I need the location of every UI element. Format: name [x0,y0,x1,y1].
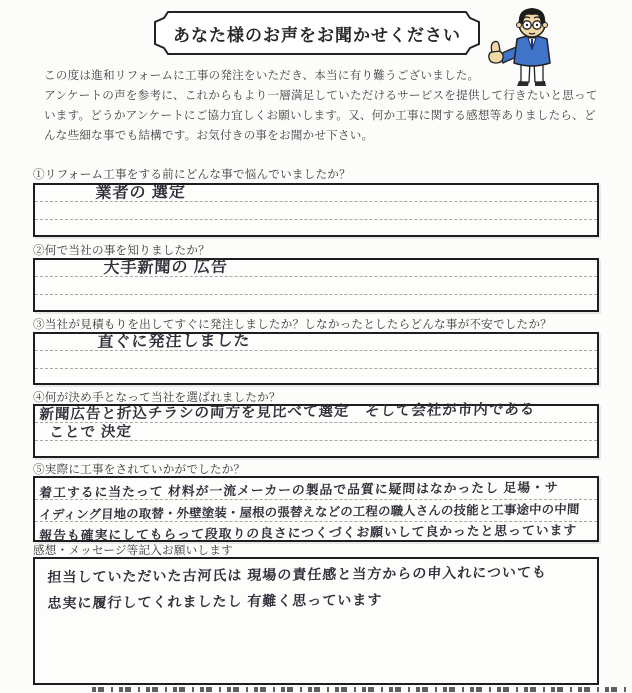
handwritten-answer: 報告も確実にしてもらって段取りの良さにつくづくお願いして良かったと思っています [39,522,578,543]
message-section-label: 感想・メッセージ等記入お願いします [33,544,233,557]
handwritten-answer: 直ぐに発注しました [97,332,251,351]
handwritten-answer: イディング目地の取替・外壁塗装・屋根の張替えなどの工程の職人さんの技能と工事途中の中間 [39,502,580,522]
handwritten-answer: 大手新聞の 広告 [103,258,229,277]
clipped-text-artifact [92,687,628,692]
handwritten-answer: 忠実に履行してくれましたし 有難く思っています [47,591,383,611]
question-4-answer-box [33,401,599,458]
question-1-answer-box [33,183,599,237]
intro-paragraph [44,66,604,146]
page-title: あなた様のお声をお聞かせください [173,25,461,45]
handwritten-answer: 着工するに当たって 材料が一流メーカーの製品で品質に疑問はなかったし 足場・サ [39,479,559,500]
handwritten-answer: 担当していただいた古河氏は 現場の責任感と当方からの申入れについても [47,563,548,585]
message-answer-box [33,557,599,685]
question-3-answer-box [33,332,599,385]
question-2-answer-box [33,258,599,312]
question-3-label: ③当社が見積もりを出してすぐに発注しましたか？しなかったとしたらどんな事が不安でしたか？ [33,318,552,331]
question-2-label: ②何で当社の事を知りましたか？ [33,244,210,257]
handwritten-answer: ことで 決定 [49,424,133,441]
question-4-label: ④何が決め手となって当社を選ばれましたか？ [33,391,281,404]
question-5-label: ⑤実際に工事をされていかがでしたか？ [33,463,246,476]
intro-line1: この度は進和リフォームに工事の発注をいただき、本当に有り難うございました。 [44,69,480,82]
handwritten-answer: 新聞広告と折込チラシの両方を見比べて選定 そして会社が市内である [39,401,536,423]
title-box [152,9,482,57]
question-5-answer-box [33,476,599,542]
intro-body: アンケートの声を参考に、これからもより一層満足していただけるサービスを提供して行きたいと思っています。どうかアンケートにご協力宜しくお願いします。又、何か工事に関する感想等ありましたら、どんな些細な事でも結構です。お気付きの事をお聞かせ下さい。 [44,89,598,142]
question-1-label: ①リフォーム工事をする前にどんな事で悩んでいましたか？ [33,168,351,181]
handwritten-answer: 業者の 選定 [95,184,187,202]
